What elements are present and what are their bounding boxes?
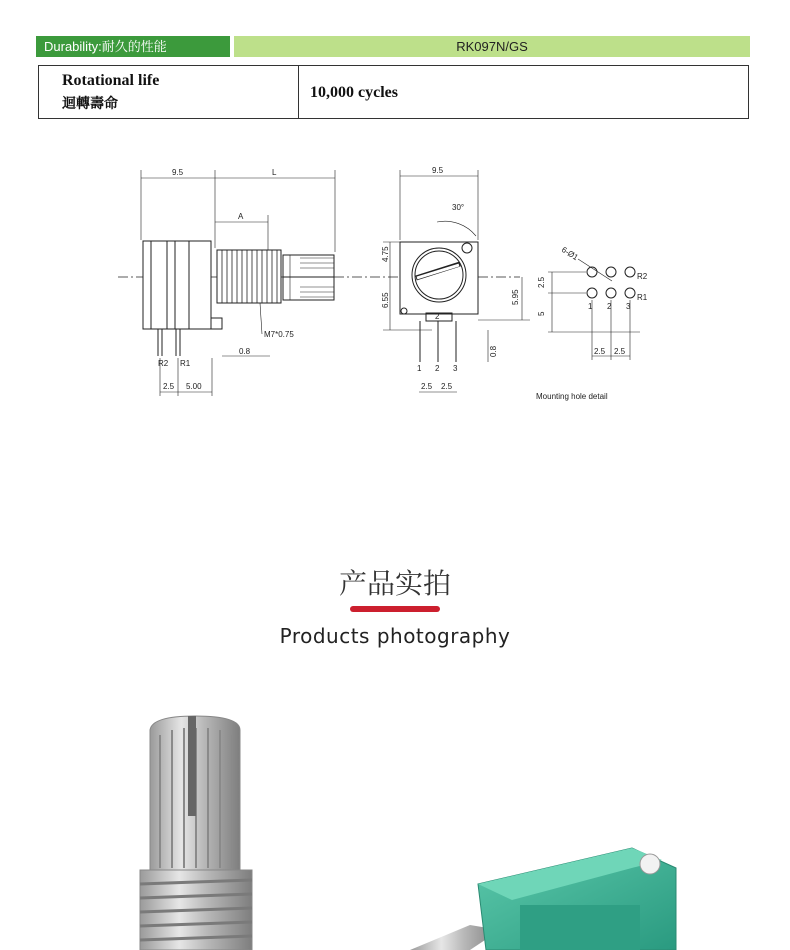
dim-0-8-front: 0.8 [489,345,498,357]
front-pin-1: 1 [417,364,422,373]
dim-2-5-hole-b: 2.5 [614,347,626,356]
durability-header-label: Durability:耐久的性能 [36,36,230,57]
dim-2-5-front-b: 2.5 [441,382,453,391]
mounting-caption: Mounting hole detail [536,392,608,401]
spec-label-zh: 迴轉壽命 [62,96,118,112]
front-pin-3: 3 [453,364,458,373]
pin-r2-label: R2 [158,359,169,368]
dim-6-55: 6.55 [381,292,390,308]
front-pin-2: 2 [435,364,440,373]
section-subtitle: Products photography [279,624,511,648]
product-photo [0,700,790,950]
side-body [143,241,211,329]
dim-4-75: 4.75 [381,246,390,262]
hole-pin-1: 1 [588,302,593,311]
dim-9-5-side: 9.5 [172,168,184,177]
hole-r1-label: R1 [637,293,648,302]
hole-pin-2: 2 [607,302,612,311]
angle-30: 30° [452,203,465,212]
dim-L: L [272,168,277,177]
photo-second-face [520,905,640,950]
photo-shaft-slot [188,716,196,816]
dim-2-5-front-a: 2.5 [421,382,433,391]
model-header-label: RK097N/GS [234,36,750,57]
hole-pin-3: 3 [626,302,631,311]
spec-label-cell [39,66,299,118]
dim-5-95: 5.95 [511,289,520,305]
section-accent-bar [350,606,440,612]
dim-2-5-hole-v: 2.5 [537,276,546,288]
dim-A: A [238,212,244,221]
spec-value: 10,000 cycles [310,84,398,101]
thread-spec: M7*0.75 [264,330,294,339]
pin-r1-label: R1 [180,359,191,368]
spec-table [38,65,749,119]
dim-2-5-hole-a: 2.5 [594,347,606,356]
photo-second-rivet [640,854,660,874]
dim-0-8-side: 0.8 [239,347,251,356]
technical-drawing [0,140,790,420]
dim-9-5-front: 9.5 [432,166,444,175]
spec-label-en: Rotational life [62,72,160,89]
hole-r2-label: R2 [637,272,648,281]
hole-diameter: 6-Ø1 [559,245,580,263]
dim-5-00: 5.00 [186,382,202,391]
front-label-2: 2 [435,312,440,321]
dim-2-5-side: 2.5 [163,382,175,391]
section-title: 产品实拍 [338,567,451,600]
dim-5-hole: 5 [537,311,546,316]
